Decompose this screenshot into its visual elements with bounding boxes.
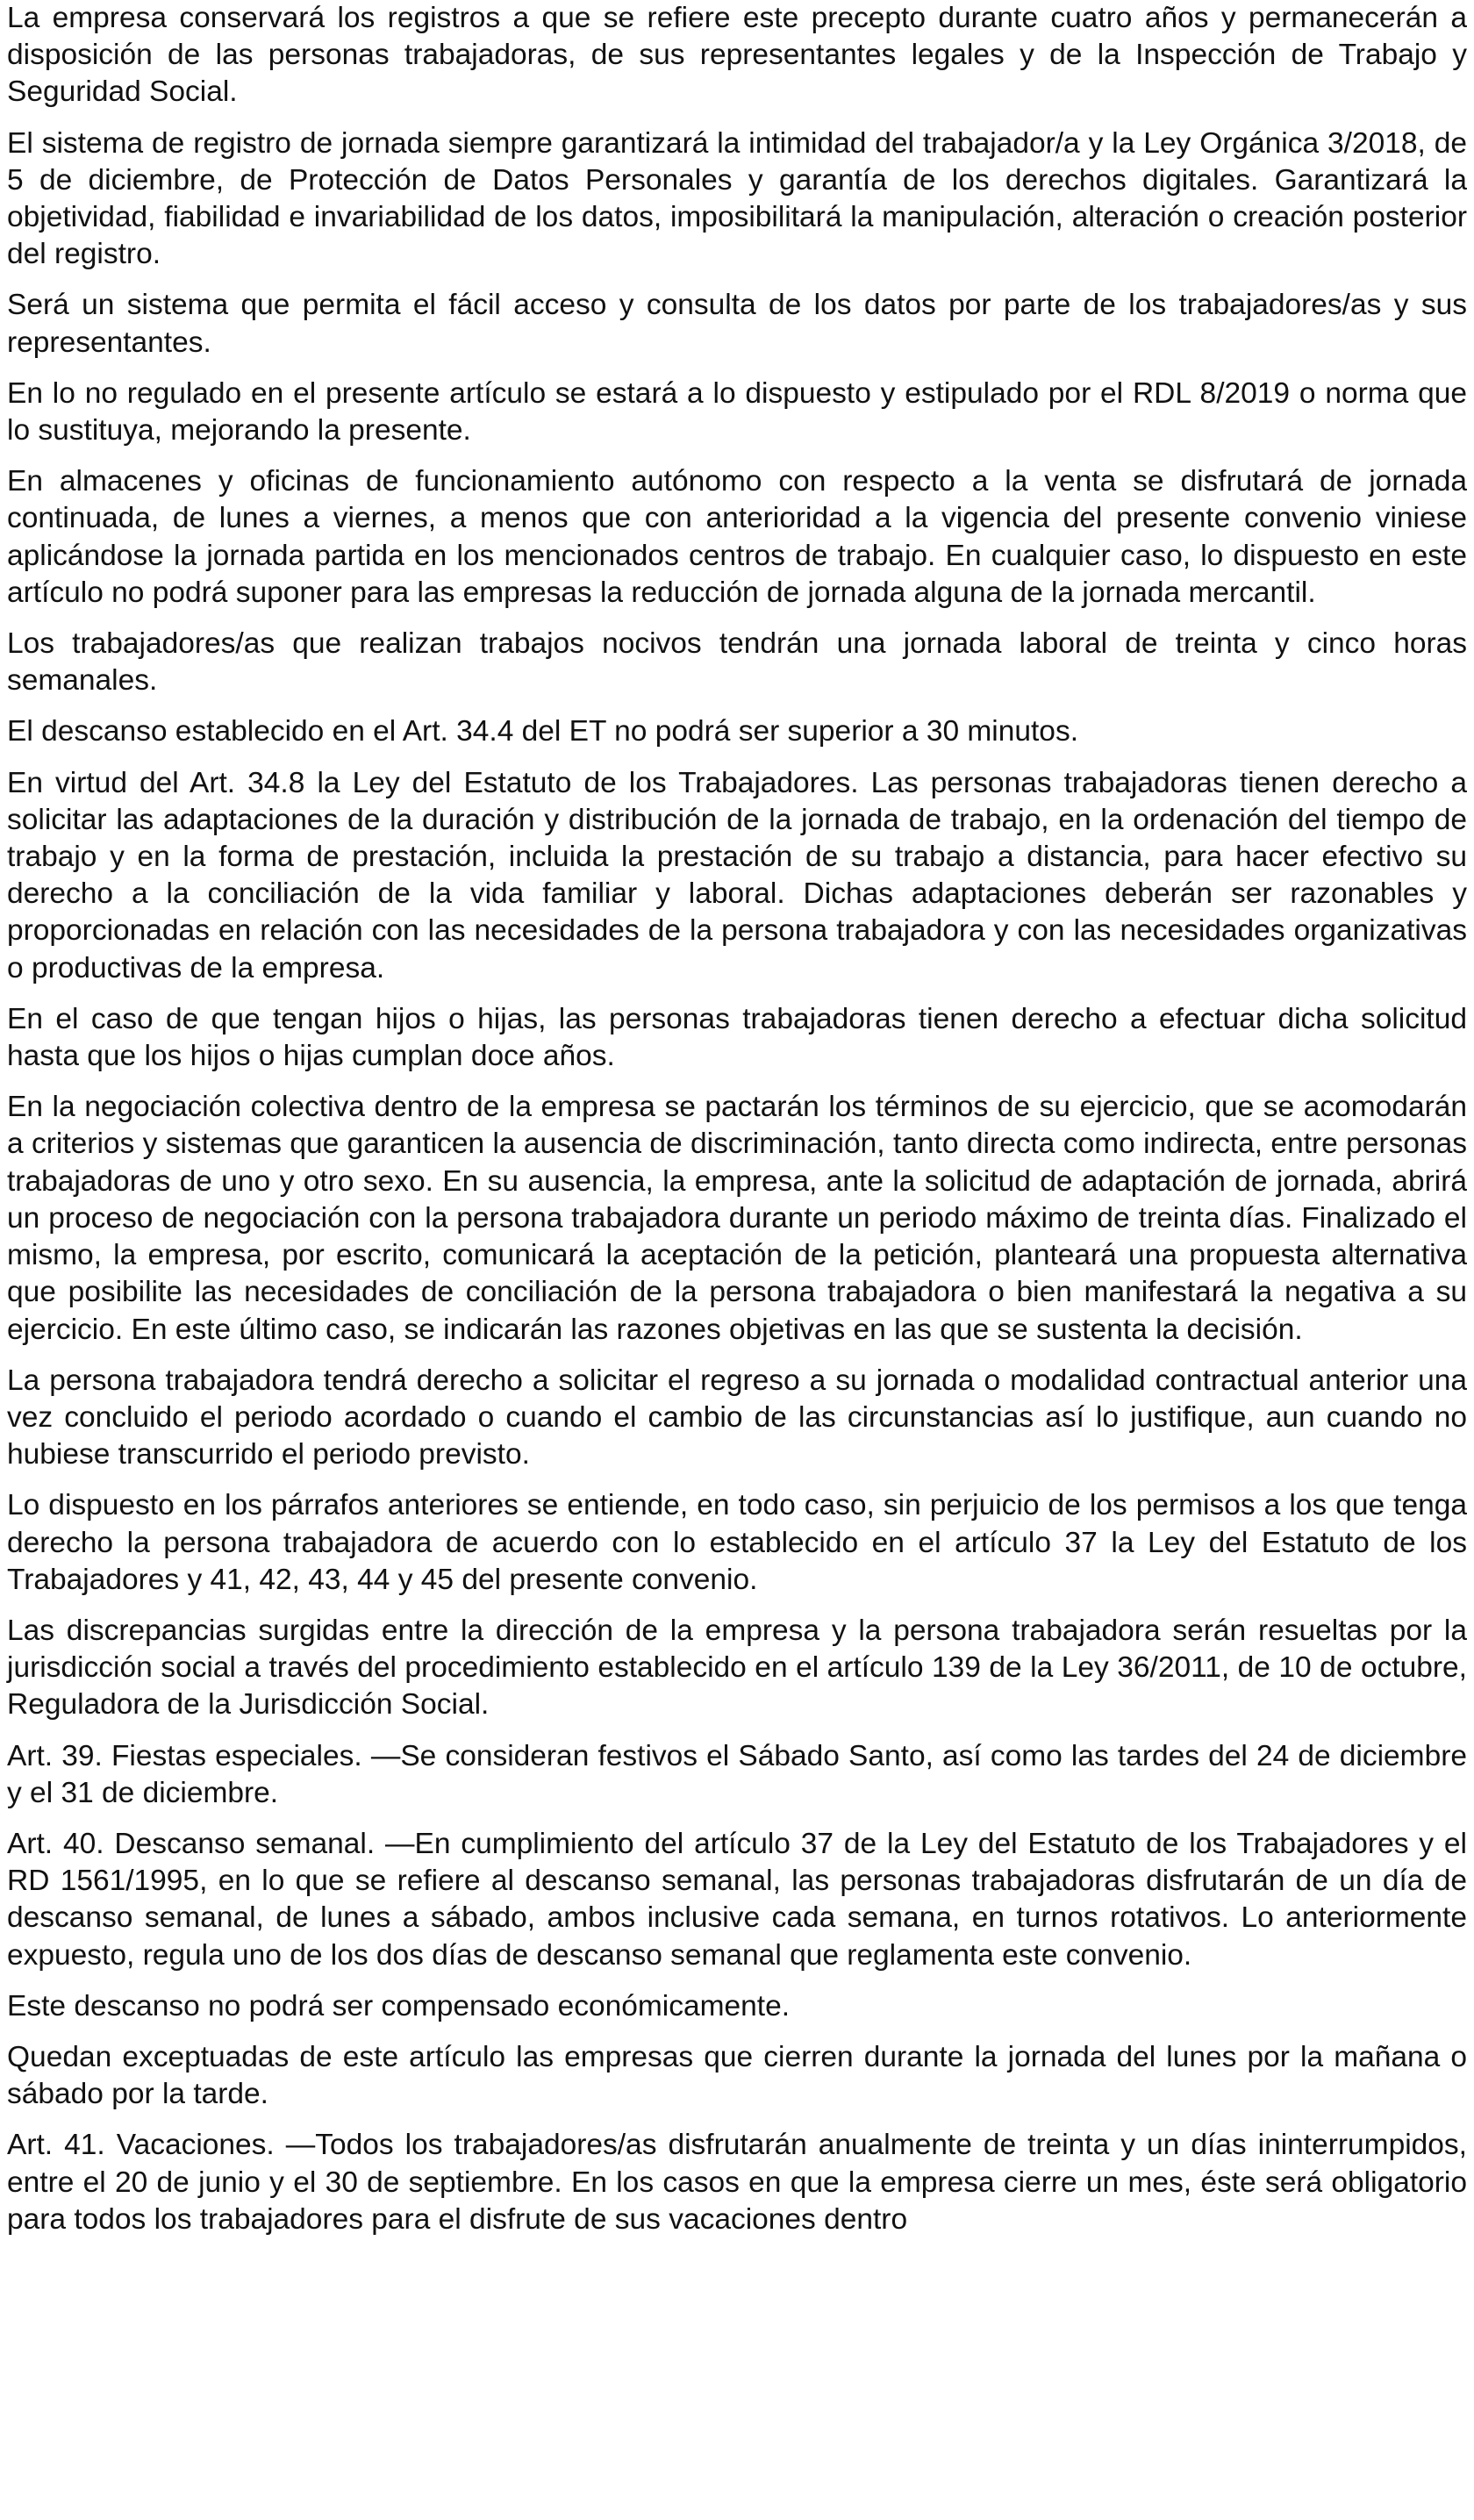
document-page bbox=[7, 0, 1467, 2252]
paragraph-no-regulado: En lo no regulado en el presente artículo se estará a lo dispuesto y estipulado por el RDL 8/2019 o norma que lo sustituya, mejorando la presente. bbox=[7, 376, 1467, 447]
paragraph-regreso-jornada: La persona trabajadora tendrá derecho a solicitar el regreso a su jornada o modalidad contractual anterior una vez concluido el periodo acordado o cuando el cambio de las circunstancias así lo justifique, aun cuando no hubiese transcurrido el periodo previsto. bbox=[7, 1364, 1467, 1471]
paragraph-hijos-hijas: En el caso de que tengan hijos o hijas, las personas trabajadoras tienen derecho a efectuar dicha solicitud hasta que los hijos o hijas cumplan doce años. bbox=[7, 1002, 1467, 1073]
paragraph-registro-conservacion: La empresa conservará los registros a que se refiere este precepto durante cuatro años y permanecerán a disposición de las personas trabajadoras, de sus representantes legales y de la Inspección de Trabajo y Seguridad Social. bbox=[7, 2, 1467, 109]
paragraph-adaptacion-jornada: En virtud del Art. 34.8 la Ley del Estatuto de los Trabajadores. Las personas trabajadoras tienen derecho a solicitar las adaptaciones de la duración y distribución de la jornada de trabajo, en la ordenación del tiempo de trabajo y en la forma de prestación, incluida la prestación de su trabajo a distancia, para hacer efectivo su derecho a la conciliación de la vida familiar y laboral. Dichas adaptaciones deberán ser razonables y proporcionadas en relación con las necesidades de la persona trabajadora y con las necesidades organizativas o productivas de la empresa. bbox=[7, 766, 1467, 984]
paragraph-permisos: Lo dispuesto en los párrafos anteriores se entiende, en todo caso, sin perjuicio de los permisos a los que tenga derecho la persona trabajadora de acuerdo con lo establecido en el artículo 37 la Ley del Estatuto de los Trabajadores y 41, 42, 43, 44 y 45 del presente convenio. bbox=[7, 1489, 1467, 1596]
paragraph-art-40-descanso: Art. 40. Descanso semanal. —En cumplimiento del artículo 37 de la Ley del Estatuto de los Trabajadores y el RD 1561/1995, en lo que se refiere al descanso semanal, las personas trabajadoras disfrutarán de un día de descanso semanal, de lunes a sábado, ambos inclusive cada semana, en turnos rotativos. Lo anteriormente expuesto, regula uno de los dos días de descanso semanal que reglamenta este convenio. bbox=[7, 1827, 1467, 1972]
paragraph-negociacion-colectiva: En la negociación colectiva dentro de la empresa se pactarán los términos de su ejercicio, que se acomodarán a criterios y sistemas que garanticen la ausencia de discriminación, tanto directa como indirecta, entre personas trabajadoras de uno y otro sexo. En su ausencia, la empresa, ante la solicitud de adaptación de jornada, abrirá un proceso de negociación con la persona trabajadora durante un periodo máximo de treinta días. Finalizado el mismo, la empresa, por escrito, comunicará la aceptación de la petición, planteará una propuesta alternativa que posibilite las necesidades de conciliación de la persona trabajadora o bien manifestará la negativa a su ejercicio. En este último caso, se indicarán las razones objetivas en las que se sustenta la decisión. bbox=[7, 1091, 1467, 1346]
paragraph-discrepancias: Las discrepancias surgidas entre la dirección de la empresa y la persona trabajadora serán resueltas por la jurisdicción social a través del procedimiento establecido en el artículo 139 de la Ley 36/2011, de 10 de octubre, Reguladora de la Jurisdicción Social. bbox=[7, 1614, 1467, 1722]
paragraph-registro-acceso: Será un sistema que permita el fácil acceso y consulta de los datos por parte de los trabajadores/as y sus representantes. bbox=[7, 289, 1467, 359]
paragraph-registro-intimidad: El sistema de registro de jornada siempre garantizará la intimidad del trabajador/a y la Ley Orgánica 3/2018, de 5 de diciembre, de Protección de Datos Personales y garantía de los derechos digitales. Garantizará la objetividad, fiabilidad e invariabilidad de los datos, imposibilitará la manipulación, alteración o creación posterior del registro. bbox=[7, 126, 1467, 271]
paragraph-excepciones: Quedan exceptuadas de este artículo las empresas que cierren durante la jornada del lunes por la mañana o sábado por la tarde. bbox=[7, 2040, 1467, 2111]
paragraph-art-39-fiestas: Art. 39. Fiestas especiales. —Se consideran festivos el Sábado Santo, así como las tardes del 24 de diciembre y el 31 de diciembre. bbox=[7, 1739, 1467, 1809]
paragraph-descanso-compensado: Este descanso no podrá ser compensado económicamente. bbox=[7, 1989, 791, 2022]
paragraph-almacenes-oficinas: En almacenes y oficinas de funcionamiento autónomo con respecto a la venta se disfrutará de jornada continuada, de lunes a viernes, a menos que con anterioridad a la vigencia del presente convenio viniese aplicándose la jornada partida en los mencionados centros de trabajo. En cualquier caso, lo dispuesto en este artículo no podrá suponer para las empresas la reducción de jornada alguna de la jornada mercantil. bbox=[7, 465, 1467, 609]
paragraph-trabajos-nocivos: Los trabajadores/as que realizan trabajos nocivos tendrán una jornada laboral de treinta y cinco horas semanales. bbox=[7, 627, 1467, 698]
paragraph-descanso-34-4: El descanso establecido en el Art. 34.4 del ET no podrá ser superior a 30 minutos. bbox=[7, 715, 1078, 748]
paragraph-art-41-vacaciones: Art. 41. Vacaciones. —Todos los trabajadores/as disfrutarán anualmente de treinta y un días ininterrumpidos, entre el 20 de junio y el 30 de septiembre. En los casos en que la empresa cierre un mes, éste será obligatorio para todos los trabajadores para el disfrute de sus vacaciones dentro bbox=[7, 2129, 1467, 2236]
